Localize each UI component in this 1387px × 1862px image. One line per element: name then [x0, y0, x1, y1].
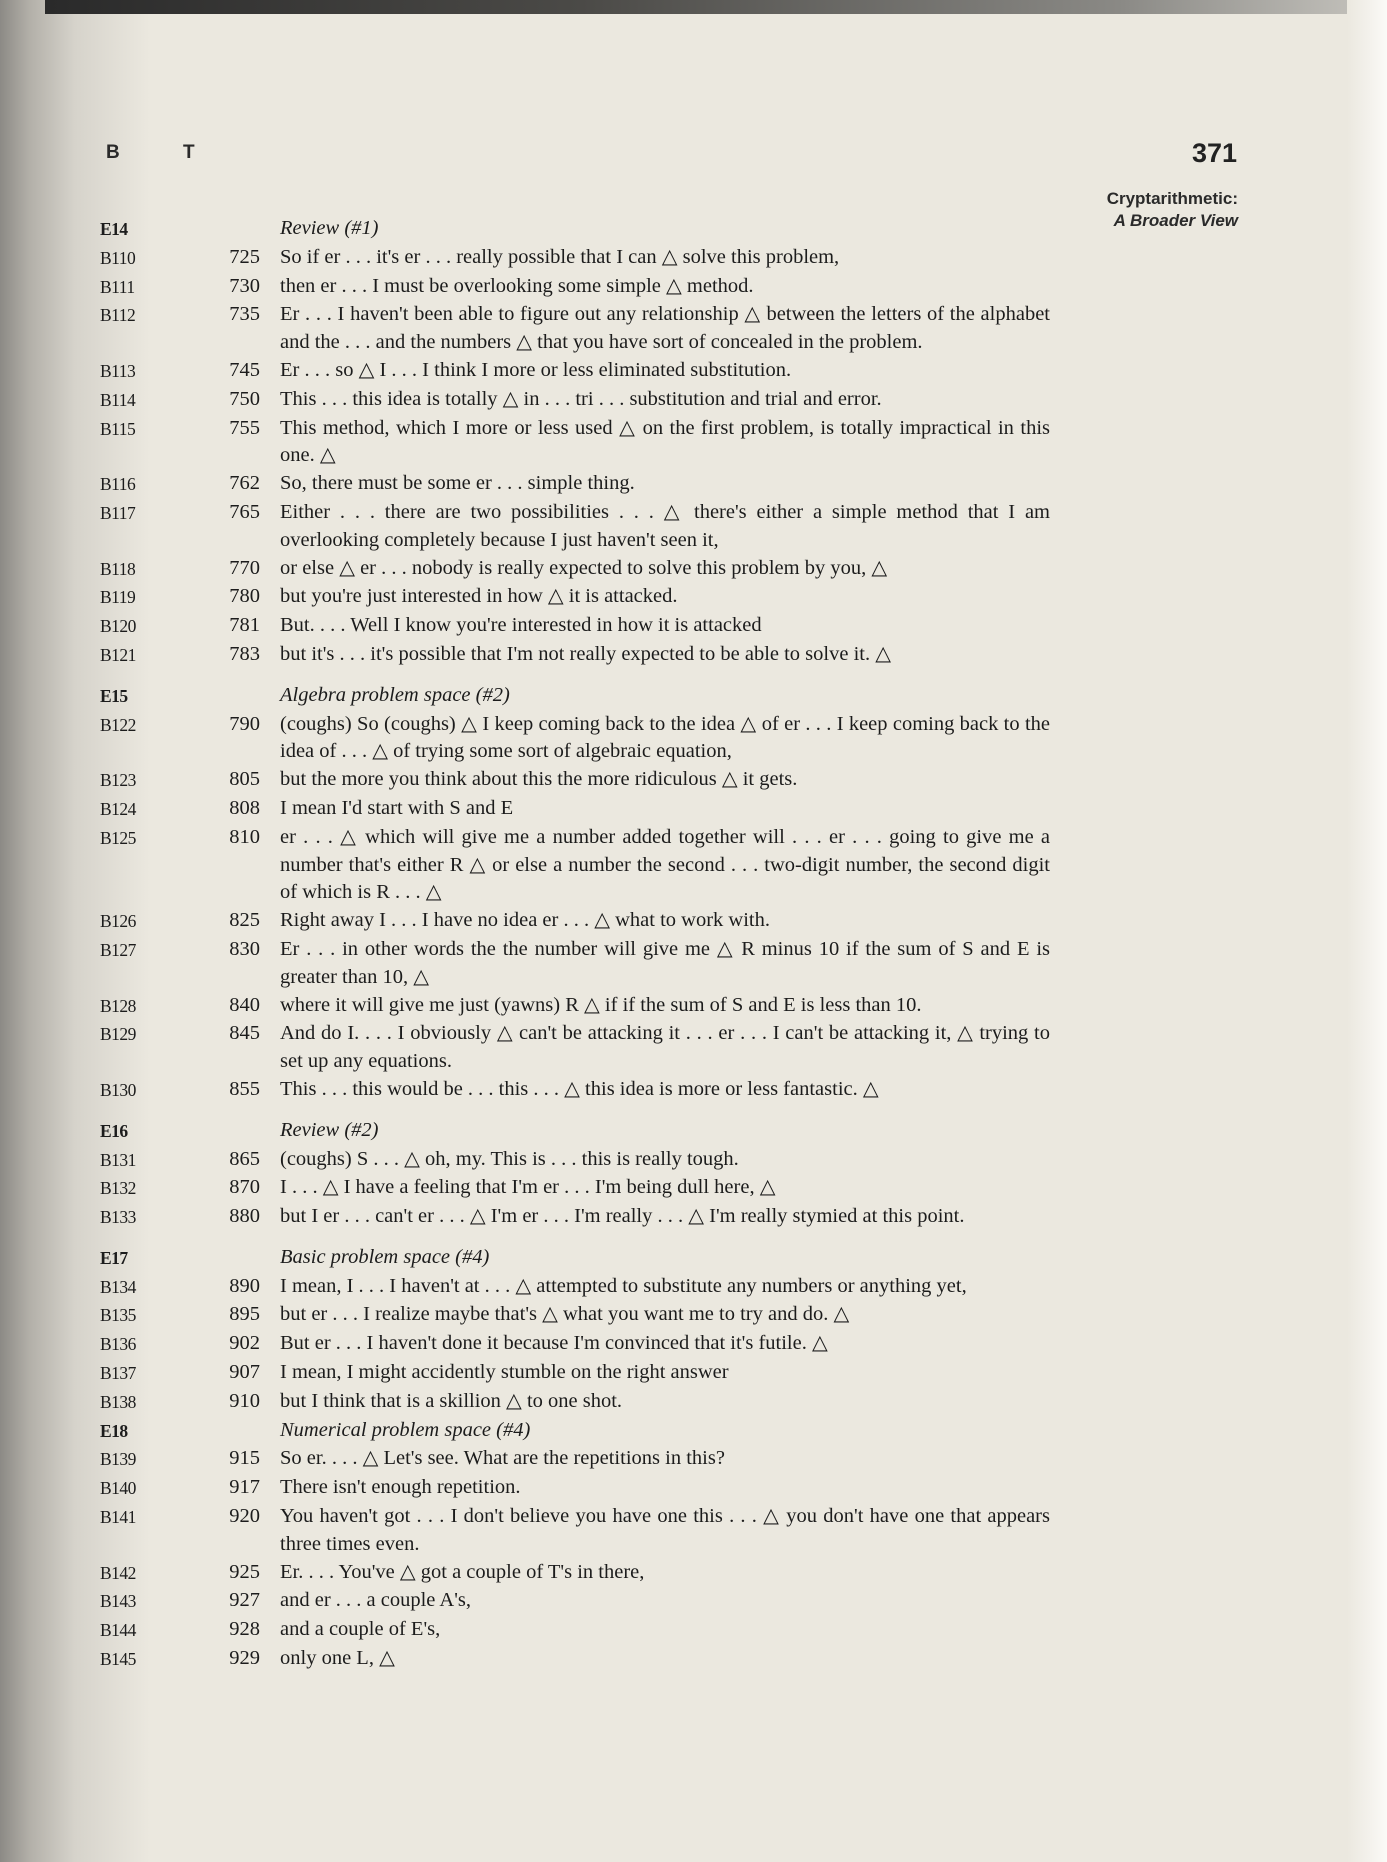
- protocol-line: [100, 415, 1050, 471]
- line-code: B138: [100, 1391, 136, 1412]
- protocol-line: [100, 1445, 1050, 1474]
- protocol-listing: [100, 215, 1050, 1674]
- episode-code: E14: [100, 219, 128, 239]
- protocol-line: [100, 1146, 1050, 1175]
- time-value: 790: [229, 712, 260, 735]
- time-value: 907: [229, 1361, 260, 1384]
- page-right-edge: [1347, 0, 1387, 1862]
- line-code: B120: [100, 616, 136, 637]
- utterance-text: So, there must be some er . . . simple thing.: [280, 472, 635, 495]
- episode-title: Review (#1): [280, 217, 379, 239]
- time-value: 783: [229, 642, 260, 665]
- protocol-line: [100, 1559, 1050, 1588]
- line-code: B119: [100, 587, 136, 608]
- time-value: 880: [229, 1205, 260, 1228]
- protocol-line: [100, 357, 1050, 386]
- protocol-line: [100, 641, 1050, 670]
- protocol-line: [100, 1203, 1050, 1232]
- line-code: B122: [100, 714, 136, 735]
- time-value: 915: [229, 1447, 260, 1470]
- time-value: 808: [229, 796, 260, 819]
- protocol-line: [100, 1645, 1050, 1674]
- line-code: B144: [100, 1620, 136, 1641]
- protocol-line: [100, 612, 1050, 641]
- line-code: B130: [100, 1079, 136, 1100]
- line-code: B137: [100, 1363, 136, 1384]
- episode-code: E16: [100, 1120, 128, 1141]
- utterance-text: but I think that is a skillion △ to one shot.: [280, 1389, 623, 1412]
- protocol-line: [100, 907, 1050, 936]
- utterance-text: This method, which I more or less used △ on the first problem, is totally impractical in this one. △: [280, 416, 1050, 467]
- protocol-line: [100, 824, 1050, 907]
- utterance-text: I . . . △ I have a feeling that I'm er . . . I'm being dull here, △: [280, 1176, 776, 1199]
- time-value: 755: [229, 416, 260, 439]
- time-value: 902: [229, 1332, 260, 1355]
- line-code: B118: [100, 558, 136, 579]
- utterance-text: Right away I . . . I have no idea er . . . △ what to work with.: [280, 909, 770, 932]
- column-header-t: T: [183, 142, 195, 163]
- protocol-line: [100, 273, 1050, 302]
- time-value: [162, 1244, 280, 1273]
- utterance-text: So er. . . . △ Let's see. What are the repetitions in this?: [280, 1447, 725, 1470]
- time-value: 870: [229, 1176, 260, 1199]
- line-code: B116: [100, 474, 136, 495]
- line-code: B121: [100, 644, 136, 665]
- protocol-line: [100, 386, 1050, 415]
- protocol-line: [100, 555, 1050, 584]
- utterance-text: But er . . . I haven't done it because I'm convinced that it's futile. △: [280, 1332, 828, 1355]
- line-code: B134: [100, 1276, 136, 1297]
- protocol-line: [100, 1503, 1050, 1559]
- line-code: B125: [100, 827, 136, 848]
- utterance-text: Either . . . there are two possibilities . . . △ there's either a simple method that I am overlooking completely because I just haven't seen it,: [280, 500, 1050, 551]
- utterance-text: or else △ er . . . nobody is really expected to solve this problem by you, △: [280, 556, 888, 579]
- episode-code: E18: [100, 1420, 128, 1441]
- line-code: B127: [100, 939, 136, 960]
- utterance-text: I mean, I . . . I haven't at . . . △ attempted to substitute any numbers or anything yet,: [280, 1274, 967, 1297]
- utterance-text: er . . . △ which will give me a number added together will . . . er . . . going to give me a number that's either R △ or else a number the second . . . two-digit number, the second digit of which is R . . . △: [280, 825, 1050, 904]
- time-value: 890: [229, 1274, 260, 1297]
- line-code: B112: [100, 305, 136, 326]
- time-value: 765: [229, 500, 260, 523]
- utterance-text: Er . . . in other words the the number will give me △ R minus 10 if the sum of S and E is greater than 10, △: [280, 937, 1050, 988]
- time-value: 910: [229, 1389, 260, 1412]
- running-head-subtitle: A Broader View: [1113, 211, 1238, 230]
- protocol-line: [100, 766, 1050, 795]
- line-code: B142: [100, 1562, 136, 1583]
- episode-title: Review (#2): [280, 1118, 379, 1141]
- protocol-line: [100, 1587, 1050, 1616]
- time-value: 925: [229, 1560, 260, 1583]
- running-head: [1107, 188, 1238, 232]
- utterance-text: only one L, △: [280, 1647, 395, 1670]
- line-code: B124: [100, 798, 136, 819]
- line-code: B123: [100, 770, 136, 791]
- protocol-line: [100, 1616, 1050, 1645]
- utterance-text: But. . . . Well I know you're interested in how it is attacked: [280, 614, 762, 637]
- time-value: 805: [229, 768, 260, 791]
- time-value: [162, 215, 280, 244]
- time-value: 810: [229, 825, 260, 848]
- utterance-text: but the more you think about this the more ridiculous △ it gets.: [280, 768, 798, 791]
- time-value: 825: [229, 909, 260, 932]
- time-value: 780: [229, 585, 260, 608]
- line-code: B141: [100, 1507, 136, 1528]
- line-code: B110: [100, 247, 136, 268]
- line-code: B129: [100, 1024, 136, 1045]
- utterance-text: And do I. . . . I obviously △ can't be attacking it . . . er . . . I can't be attacking it, △ trying to set up any equations.: [280, 1022, 1050, 1073]
- protocol-line: [100, 470, 1050, 499]
- utterance-text: So if er . . . it's er . . . really possible that I can △ solve this problem,: [280, 245, 840, 268]
- utterance-text: I mean I'd start with S and E: [280, 796, 514, 819]
- utterance-text: and er . . . a couple A's,: [280, 1589, 471, 1612]
- time-value: 725: [229, 245, 260, 268]
- utterance-text: then er . . . I must be overlooking some simple △ method.: [280, 274, 754, 297]
- line-code: B132: [100, 1178, 136, 1199]
- utterance-text: Er. . . . You've △ got a couple of T's in there,: [280, 1560, 645, 1583]
- utterance-text: Er . . . I haven't been able to figure out any relationship △ between the letters of the alphabet and the . . . and the numbers △ that you have sort of concealed in the problem.: [280, 303, 1050, 354]
- time-value: [162, 1117, 280, 1146]
- episode-title: Basic problem space (#4): [280, 1245, 490, 1268]
- time-value: 917: [229, 1476, 260, 1499]
- time-value: [162, 1417, 280, 1446]
- protocol-line: [100, 499, 1050, 555]
- time-value: 845: [229, 1022, 260, 1045]
- protocol-line: [100, 244, 1050, 273]
- protocol-line: [100, 1076, 1050, 1105]
- line-code: B139: [100, 1449, 136, 1470]
- time-value: 929: [229, 1647, 260, 1670]
- line-code: B115: [100, 418, 136, 439]
- episode-code: E15: [100, 685, 128, 706]
- line-code: B111: [100, 276, 135, 297]
- protocol-line: [100, 301, 1050, 357]
- line-code: B145: [100, 1649, 136, 1670]
- episode-heading-row: [100, 682, 1050, 711]
- protocol-line: [100, 1020, 1050, 1076]
- utterance-text: (coughs) S . . . △ oh, my. This is . . . this is really tough.: [280, 1147, 739, 1170]
- time-value: 855: [229, 1077, 260, 1100]
- protocol-line: [100, 1359, 1050, 1388]
- time-value: 830: [229, 937, 260, 960]
- utterance-text: where it will give me just (yawns) R △ if if the sum of S and E is less than 10.: [280, 993, 922, 1016]
- utterance-text: There isn't enough repetition.: [280, 1476, 521, 1499]
- utterance-text: This . . . this would be . . . this . . . △ this idea is more or less fantastic. △: [280, 1077, 879, 1100]
- line-code: B136: [100, 1334, 136, 1355]
- utterance-text: This . . . this idea is totally △ in . . . tri . . . substitution and trial and error.: [280, 387, 882, 410]
- line-code: B114: [100, 389, 136, 410]
- utterance-text: but it's . . . it's possible that I'm not really expected to be able to solve it. △: [280, 642, 891, 665]
- line-code: B131: [100, 1149, 136, 1170]
- time-value: 770: [229, 556, 260, 579]
- time-value: 895: [229, 1303, 260, 1326]
- protocol-line: [100, 795, 1050, 824]
- protocol-line: [100, 936, 1050, 992]
- line-code: B117: [100, 502, 136, 523]
- episode-title: Algebra problem space (#2): [280, 683, 510, 706]
- line-code: B133: [100, 1207, 136, 1228]
- line-code: B113: [100, 360, 136, 381]
- time-value: 840: [229, 993, 260, 1016]
- running-head-title: Cryptarithmetic:: [1106, 189, 1238, 208]
- time-value: 745: [229, 358, 260, 381]
- time-value: 927: [229, 1589, 260, 1612]
- utterance-text: but er . . . I realize maybe that's △ what you want me to try and do. △: [280, 1303, 850, 1326]
- time-value: 920: [229, 1505, 260, 1528]
- time-value: 762: [229, 472, 260, 495]
- scan-top-edge: [45, 0, 1387, 14]
- utterance-text: but I er . . . can't er . . . △ I'm er . . . I'm really . . . △ I'm really stymied at this point.: [280, 1205, 965, 1228]
- protocol-line: [100, 1174, 1050, 1203]
- episode-heading-row: [100, 1417, 1050, 1446]
- utterance-text: Er . . . so △ I . . . I think I more or less eliminated substitution.: [280, 358, 792, 381]
- time-value: 781: [229, 614, 260, 637]
- protocol-line: [100, 1474, 1050, 1503]
- episode-heading-row: [100, 215, 1050, 244]
- line-code: B128: [100, 995, 136, 1016]
- protocol-line: [100, 711, 1050, 767]
- time-value: 730: [229, 274, 260, 297]
- line-code: B140: [100, 1478, 136, 1499]
- page-number: 371: [1191, 138, 1237, 168]
- time-value: [162, 682, 280, 711]
- line-code: B126: [100, 911, 136, 932]
- line-code: B135: [100, 1305, 136, 1326]
- utterance-text: I mean, I might accidently stumble on the right answer: [280, 1361, 729, 1384]
- time-value: 928: [229, 1618, 260, 1641]
- protocol-line: [100, 992, 1050, 1021]
- episode-code: E17: [100, 1247, 128, 1268]
- protocol-line: [100, 583, 1050, 612]
- time-value: 735: [229, 303, 260, 326]
- episode-heading-row: [100, 1117, 1050, 1146]
- protocol-line: [100, 1273, 1050, 1302]
- time-value: 865: [229, 1147, 260, 1170]
- protocol-line: [100, 1301, 1050, 1330]
- time-value: 750: [229, 387, 260, 410]
- utterance-text: and a couple of E's,: [280, 1618, 441, 1641]
- protocol-line: [100, 1388, 1050, 1417]
- episode-heading-row: [100, 1244, 1050, 1273]
- column-header-b: B: [106, 142, 120, 163]
- utterance-text: (coughs) So (coughs) △ I keep coming back to the idea △ of er . . . I keep coming back to the idea of . . . △ of trying some sort of algebraic equation,: [280, 712, 1050, 763]
- episode-title: Numerical problem space (#4): [280, 1418, 531, 1441]
- protocol-line: [100, 1330, 1050, 1359]
- utterance-text: but you're just interested in how △ it is attacked.: [280, 585, 678, 608]
- line-code: B143: [100, 1591, 136, 1612]
- utterance-text: You haven't got . . . I don't believe you have one this . . . △ you don't have one that appears three times even.: [280, 1505, 1050, 1555]
